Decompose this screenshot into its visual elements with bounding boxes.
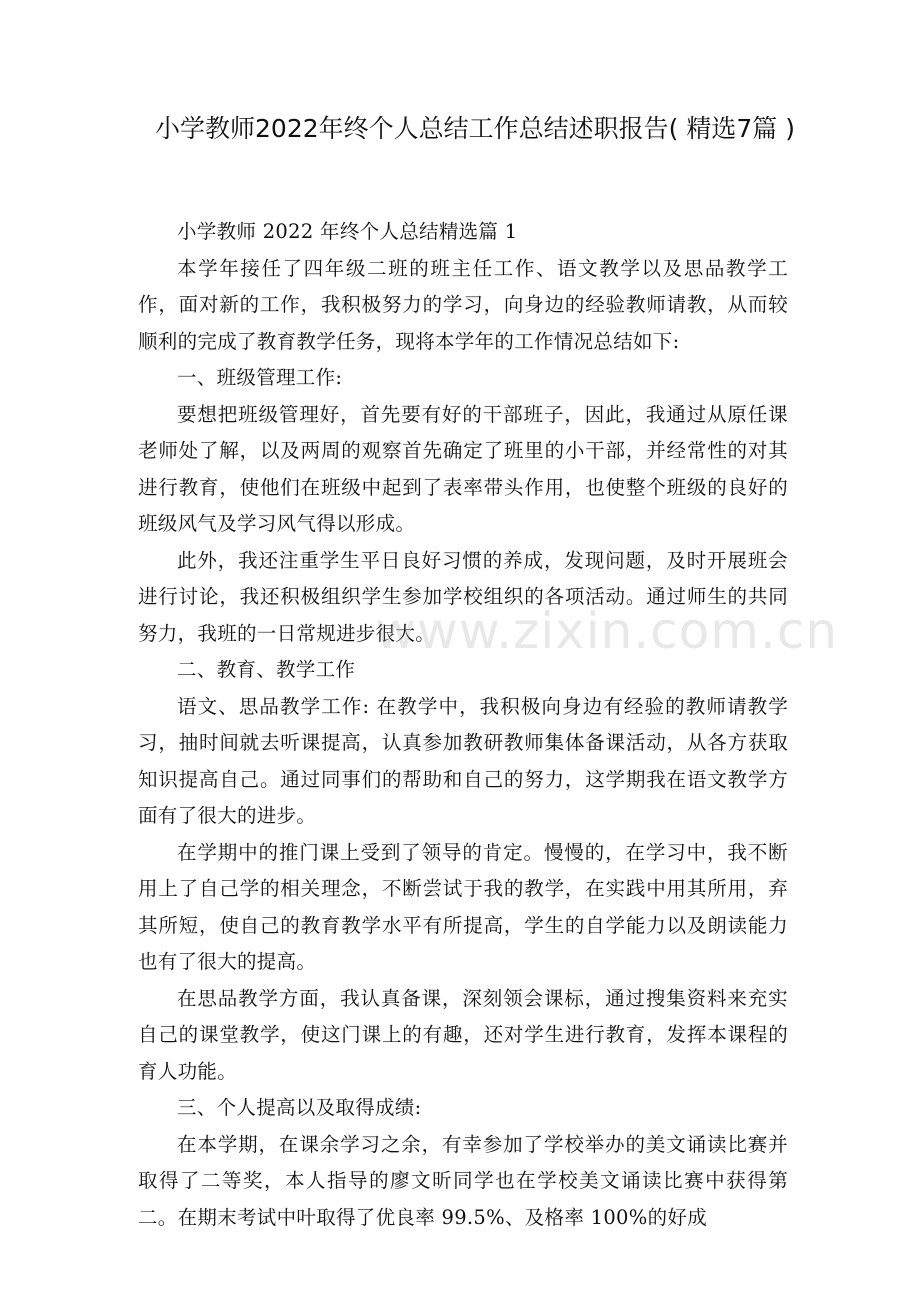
document-title: 小学教师2022年终个人总结工作总结述职报告( 精选7篇 ) (155, 114, 795, 143)
paragraph-achievements: 在本学期，在课余学习之余，有幸参加了学校举办的美文诵读比赛并取得了二等奖，本人指导的廖文昕同学也在学校美文诵读比赛中获得第二。在期末考试中叶取得了优良率 99.5%、及格率 100%的好成 (138, 1132, 788, 1229)
paragraph-habits: 此外，我还注重学生平日良好习惯的养成，发现问题，及时开展班会进行讨论，我还积极组织学生参加学校组织的各项活动。通过师生的共同努力，我班的一日常规进步很大。 (138, 548, 788, 645)
section-heading-1: 小学教师 2022 年终个人总结精选篇 1 (177, 220, 518, 243)
paragraph-open-class: 在学期中的推门课上受到了领导的肯定。慢慢的，在学习中，我不断用上了自己学的相关理念，不断尝试于我的教学，在实践中用其所用，弃其所短，使自己的教育教学水平有所提高，学生的自学能力以及朗读能力也有了很大的提高。 (138, 840, 788, 973)
paragraph-intro: 本学年接任了四年级二班的班主任工作、语文教学以及思品教学工作，面对新的工作，我积极努力的学习，向身边的经验教师请教，从而较顺利的完成了教育教学任务，现将本学年的工作情况总结如下: (138, 256, 788, 353)
subheading-class-management: 一、班级管理工作: (177, 366, 343, 389)
subheading-teaching: 二、教育、教学工作 (177, 658, 356, 681)
paragraph-teaching: 语文、思品教学工作: 在教学中，我积极向身边有经验的教师请教学习，抽时间就去听课提高，认真参加教研教师集体备课活动，从各方获取知识提高自己。通过同事们的帮助和自己的努力，这学期我在语文教学方面有了很大的进步。 (138, 694, 788, 827)
paragraph-moral-education: 在思品教学方面，我认真备课，深刻领会课标，通过搜集资料来充实自己的课堂教学，使这门课上的有趣，还对学生进行教育，发挥本课程的育人功能。 (138, 986, 788, 1083)
watermark: www.zixin.com.cn (375, 602, 839, 660)
document-body (138, 214, 788, 1236)
paragraph-class-management: 要想把班级管理好，首先要有好的干部班子，因此，我通过从原任课老师处了解，以及两周的观察首先确定了班里的小干部，并经常性的对其进行教育，使他们在班级中起到了表率带头作用，也使整个班级的良好的班级风气及学习风气得以形成。 (138, 402, 788, 535)
subheading-achievements: 三、个人提高以及取得成绩: (177, 1096, 422, 1119)
